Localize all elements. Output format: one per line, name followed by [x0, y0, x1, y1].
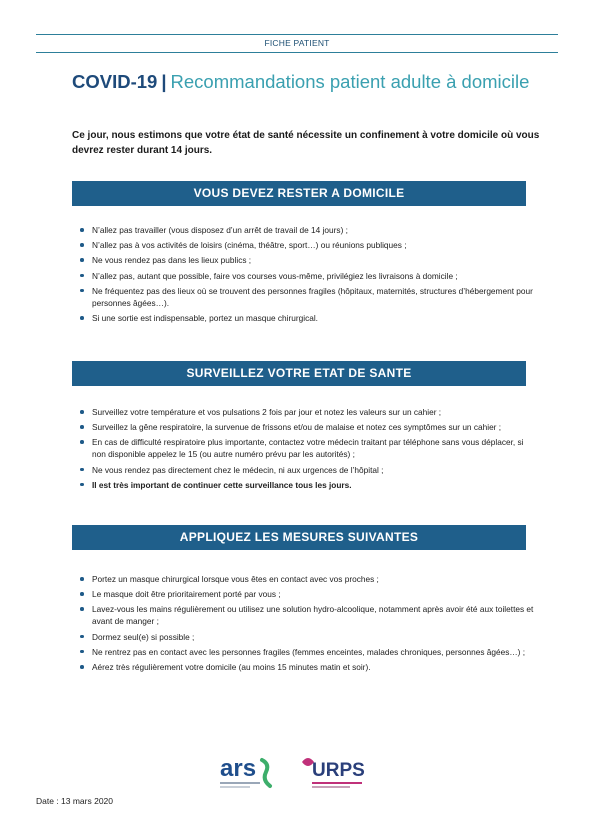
title-separator: | [161, 71, 167, 92]
list-item: Ne rentrez pas en contact avec les personnes fragiles (femmes enceintes, malades chroniques, personnes âgées…) ; [72, 646, 534, 658]
document-date: Date : 13 mars 2020 [36, 796, 114, 806]
page-title [72, 70, 562, 94]
list-item: Le masque doit être prioritairement porté par vous ; [72, 588, 534, 600]
intro-paragraph: Ce jour, nous estimons que votre état de santé nécessite un confinement à votre domicile où vous devrez rester durant 14 jours. [72, 130, 540, 156]
section-heading-monitor-health: SURVEILLEZ VOTRE ETAT DE SANTE [72, 361, 526, 386]
title-main: COVID-19 [72, 71, 158, 92]
header-label: FICHE PATIENT [264, 38, 330, 48]
list-item: En cas de difficulté respiratoire plus importante, contactez votre médecin traitant par téléphone sans vous déplacer, si non disponible appelez le 15 (ou autre numéro prévu par les autorités) ; [72, 436, 534, 460]
title-subtitle: Recommandations patient adulte à domicile [170, 71, 530, 92]
header-bottom-rule [36, 52, 558, 53]
list-item: Il est très important de continuer cette surveillance tous les jours. [72, 479, 534, 491]
section-list-monitor-health [72, 406, 534, 494]
ars-logo [220, 755, 270, 788]
urps-logo-text: URPS [312, 760, 365, 781]
section-list-stay-home [72, 224, 534, 327]
urps-logo [302, 758, 365, 788]
list-item: Surveillez votre température et vos pulsations 2 fois par jour et notez les valeurs sur un cahier ; [72, 406, 534, 418]
section-heading-stay-home: VOUS DEVEZ RESTER A DOMICILE [72, 181, 526, 206]
ars-logo-text: ars [220, 755, 257, 782]
list-item: Ne fréquentez pas des lieux où se trouvent des personnes fragiles (hôpitaux, maternités, structures d’hébergement pour personnes âgées…). [72, 285, 534, 309]
list-item: Si une sortie est indispensable, portez un masque chirurgical. [72, 312, 534, 324]
header-top-rule [36, 34, 558, 35]
list-item: Lavez-vous les mains régulièrement ou utilisez une solution hydro-alcoolique, notamment après avoir été aux toilettes et avant de manger ; [72, 603, 534, 627]
list-item: Ne vous rendez pas dans les lieux publics ; [72, 254, 534, 266]
list-item: N’allez pas travailler (vous disposez d’un arrêt de travail de 14 jours) ; [72, 224, 534, 236]
section-heading-apply-measures: APPLIQUEZ LES MESURES SUIVANTES [72, 525, 526, 550]
list-item: N’allez pas, autant que possible, faire vos courses vous-même, privilégiez les livraisons à domicile ; [72, 270, 534, 282]
list-item: Ne vous rendez pas directement chez le médecin, ni aux urgences de l’hôpital ; [72, 464, 534, 476]
list-item: N’allez pas à vos activités de loisirs (cinéma, théâtre, sport…) ou réunions publiques ; [72, 239, 534, 251]
list-item: Surveillez la gêne respiratoire, la survenue de frissons et/ou de malaise et notez ces symptômes sur un cahier ; [72, 421, 534, 433]
list-item: Portez un masque chirurgical lorsque vous êtes en contact avec vos proches ; [72, 573, 534, 585]
logos-graphic [216, 752, 376, 794]
partner-logos [216, 752, 376, 794]
list-item: Aérez très régulièrement votre domicile (au moins 15 minutes matin et soir). [72, 661, 534, 673]
section-list-apply-measures [72, 573, 534, 676]
list-item: Dormez seul(e) si possible ; [72, 631, 534, 643]
